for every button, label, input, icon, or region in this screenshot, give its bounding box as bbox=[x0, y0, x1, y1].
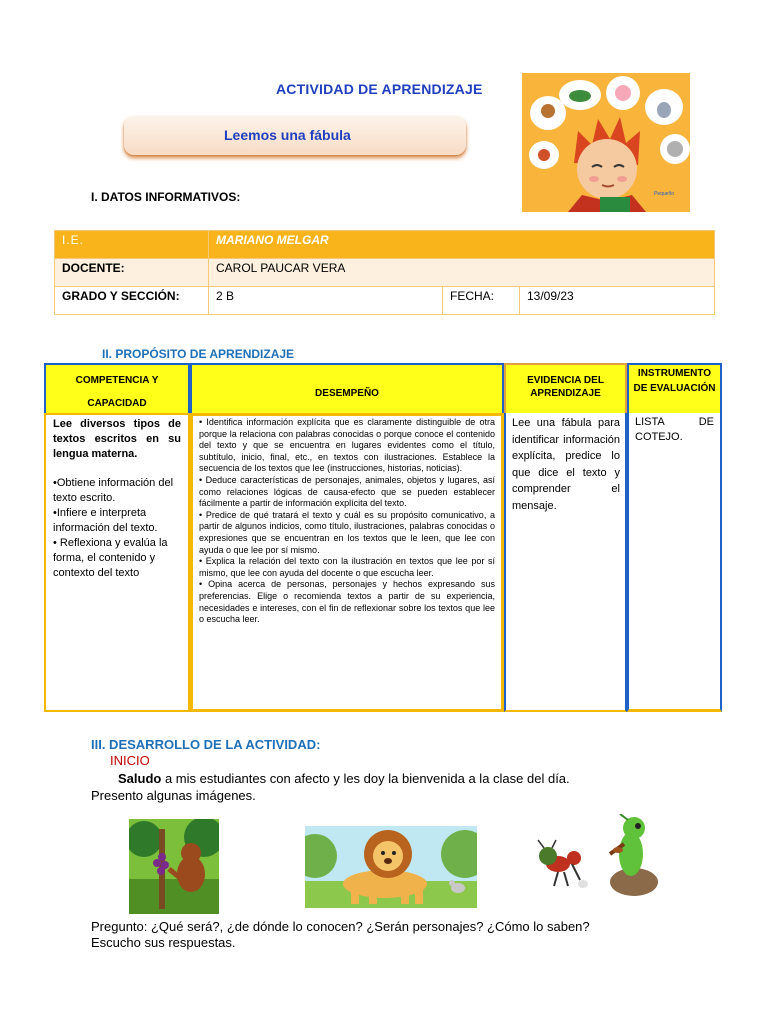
thinking-boy-illustration bbox=[522, 73, 690, 212]
section-desarrollo-title: III. DESARROLLO DE LA ACTIVIDAD: bbox=[91, 737, 321, 752]
capacidad-item: •Infiere e interpreta información del texto. bbox=[53, 507, 158, 534]
table-row bbox=[55, 231, 715, 259]
docente-value: CAROL PAUCAR VERA bbox=[209, 259, 715, 287]
page-title: ACTIVIDAD DE APRENDIZAJE bbox=[276, 81, 483, 97]
fecha-label: FECHA: bbox=[443, 287, 520, 315]
capacidad-item: •Obtiene información del texto escrito. bbox=[53, 477, 174, 504]
instrumento-cell bbox=[627, 413, 722, 712]
desempeno-cell bbox=[190, 413, 504, 712]
grado-value: 2 B bbox=[209, 287, 443, 315]
capacidad-item: • Reflexiona y evalúa la forma, el contenido y contexto del texto bbox=[53, 537, 168, 579]
competencia-title: Lee diversos tipos de textos escritos en su lengua materna. bbox=[53, 418, 181, 460]
pregunto-paragraph: Pregunto: ¿Qué será?, ¿de dónde lo conocen? ¿Serán personajes? ¿Cómo lo saben? bbox=[91, 919, 590, 934]
docente-label: DOCENTE: bbox=[55, 259, 209, 287]
desempeno-item: • Deduce características de personajes, animales, objetos y lugares, así como relaciones lógicas de causa-efecto que se pueden establecer fácilmente a partir de información explícita del texto. bbox=[199, 474, 495, 509]
lion-mouse-image bbox=[305, 826, 477, 908]
table-row bbox=[55, 287, 715, 315]
escucho-paragraph: Escucho sus respuestas. bbox=[91, 935, 236, 950]
header-instrumento-text: INSTRUMENTO DE EVALUACIÓN bbox=[633, 368, 716, 394]
header-evidencia-text: EVIDENCIA DEL APRENDIZAJE bbox=[527, 375, 604, 399]
table-row bbox=[55, 259, 715, 287]
section-proposito-title: II. PROPÓSITO DE APRENDIZAJE bbox=[102, 347, 295, 361]
subtitle-text: Leemos una fábula bbox=[224, 127, 351, 143]
instrumento-text: LISTA DE COTEJO. bbox=[635, 416, 714, 443]
header-evidencia bbox=[504, 363, 627, 413]
desempeno-item: • Explica la relación del texto con la ilustración en textos que lee por sí mismo, que lee con ayuda del docente o que escucha leer. bbox=[199, 556, 495, 578]
subtitle-banner bbox=[124, 116, 466, 155]
ie-value: MARIANO MELGAR bbox=[209, 231, 715, 259]
fecha-value: 13/09/23 bbox=[520, 287, 715, 315]
datos-informativos-table bbox=[54, 230, 715, 315]
header-instrumento bbox=[627, 363, 722, 413]
saludo-rest: a mis estudiantes con afecto y les doy la bienvenida a la clase del día. bbox=[161, 771, 570, 786]
inicio-heading: INICIO bbox=[110, 753, 150, 768]
desempeno-item: • Predice de qué tratará el texto y cuál es su propósito comunicativo, a partir de algunos indicios, como título, ilustraciones, palabras conocidas o expresiones que se encuentran en los textos que le leen, que lee con ayuda o que lee por sí mismo. bbox=[199, 509, 495, 555]
fox-grapes-image bbox=[129, 819, 219, 914]
evidencia-cell bbox=[504, 413, 627, 712]
saludo-bold: Saludo bbox=[118, 771, 162, 786]
saludo-paragraph bbox=[118, 771, 570, 786]
ant-grasshopper-image bbox=[536, 814, 661, 898]
desempeno-item: • Opina acerca de personas, personajes y hechos expresando sus preferencias. Elige o recomienda textos a partir de su experiencia, necesidades e intereses, con el fin de reflexionar sobre los textos que lee o escucha leer. bbox=[199, 579, 495, 625]
desempeno-item: • Identifica información explícita que es claramente distinguible de otra porque la relaciona con palabras conocidas o porque conoce el contenido del texto y que se encuentra en lugares evidentes como el título, subtítulo, inicio, final, etc., en textos con ilustraciones. Establece la secuencia de los textos que lee (instrucciones, historias, noticias). bbox=[199, 417, 495, 474]
header-competencia-text: COMPETENCIA Y CAPACIDAD bbox=[75, 375, 159, 409]
grado-label: GRADO Y SECCIÓN: bbox=[55, 287, 209, 315]
section-datos-informativos-title: I. DATOS INFORMATIVOS: bbox=[91, 190, 241, 204]
header-desempeno bbox=[190, 363, 504, 413]
evidencia-text: Lee una fábula para identificar información explícita, predice lo que dice el texto y comprender el mensaje. bbox=[512, 417, 620, 512]
header-desempeno-text: DESEMPEÑO bbox=[315, 388, 379, 399]
ie-label: I.E. bbox=[55, 231, 209, 259]
svg-text:Pequeño: Pequeño bbox=[654, 191, 675, 197]
competencia-cell bbox=[44, 413, 190, 712]
presento-paragraph: Presento algunas imágenes. bbox=[91, 788, 256, 803]
header-competencia bbox=[44, 363, 190, 413]
